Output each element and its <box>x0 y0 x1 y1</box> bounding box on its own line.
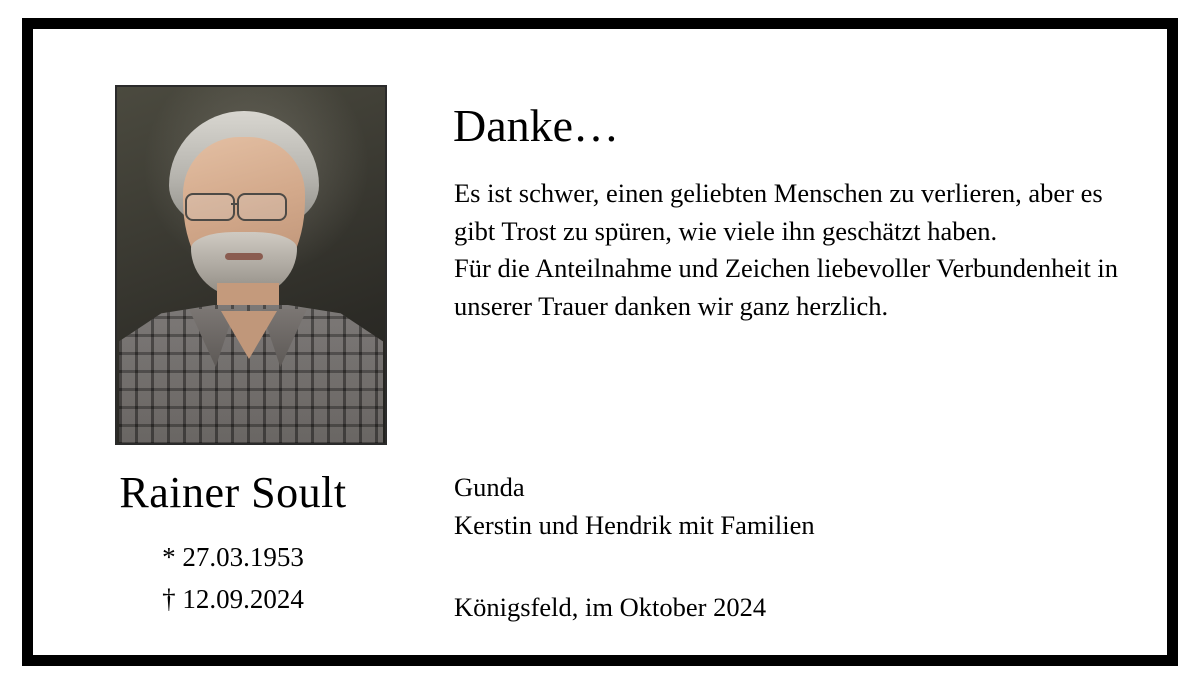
signers-list <box>454 469 815 544</box>
signer-line: Kerstin und Hendrik mit Familien <box>454 509 815 540</box>
portrait-glasses-right <box>237 193 287 221</box>
obituary-inner <box>33 29 1167 655</box>
portrait-glasses-left <box>185 193 235 221</box>
birth-date: * 27.03.1953 <box>162 542 304 572</box>
deceased-dates <box>33 537 433 621</box>
thanks-title: Danke… <box>453 100 620 151</box>
obituary-card <box>22 18 1178 666</box>
portrait-glasses-bridge <box>231 203 239 205</box>
deceased-name: Rainer Soult <box>119 468 347 517</box>
portrait-photo <box>117 87 385 443</box>
right-column <box>433 29 1167 655</box>
place-and-date: Königsfeld, im Oktober 2024 <box>454 592 767 622</box>
portrait-frame <box>115 85 387 445</box>
message-paragraph-2: Für die Anteilnahme und Zeichen liebevoller Verbundenheit in unserer Trauer danken wir ganz herzlich. <box>454 253 1119 321</box>
left-column <box>33 29 433 655</box>
signer-line: Gunda <box>454 472 525 502</box>
portrait-mouth <box>225 253 263 260</box>
message-paragraph-1: Es ist schwer, einen geliebten Menschen zu verlieren, aber es gibt Trost zu spüren, wie viele ihn geschätzt haben. <box>454 178 1103 246</box>
death-date: † 12.09.2024 <box>162 583 304 614</box>
thanks-message <box>454 175 1144 326</box>
